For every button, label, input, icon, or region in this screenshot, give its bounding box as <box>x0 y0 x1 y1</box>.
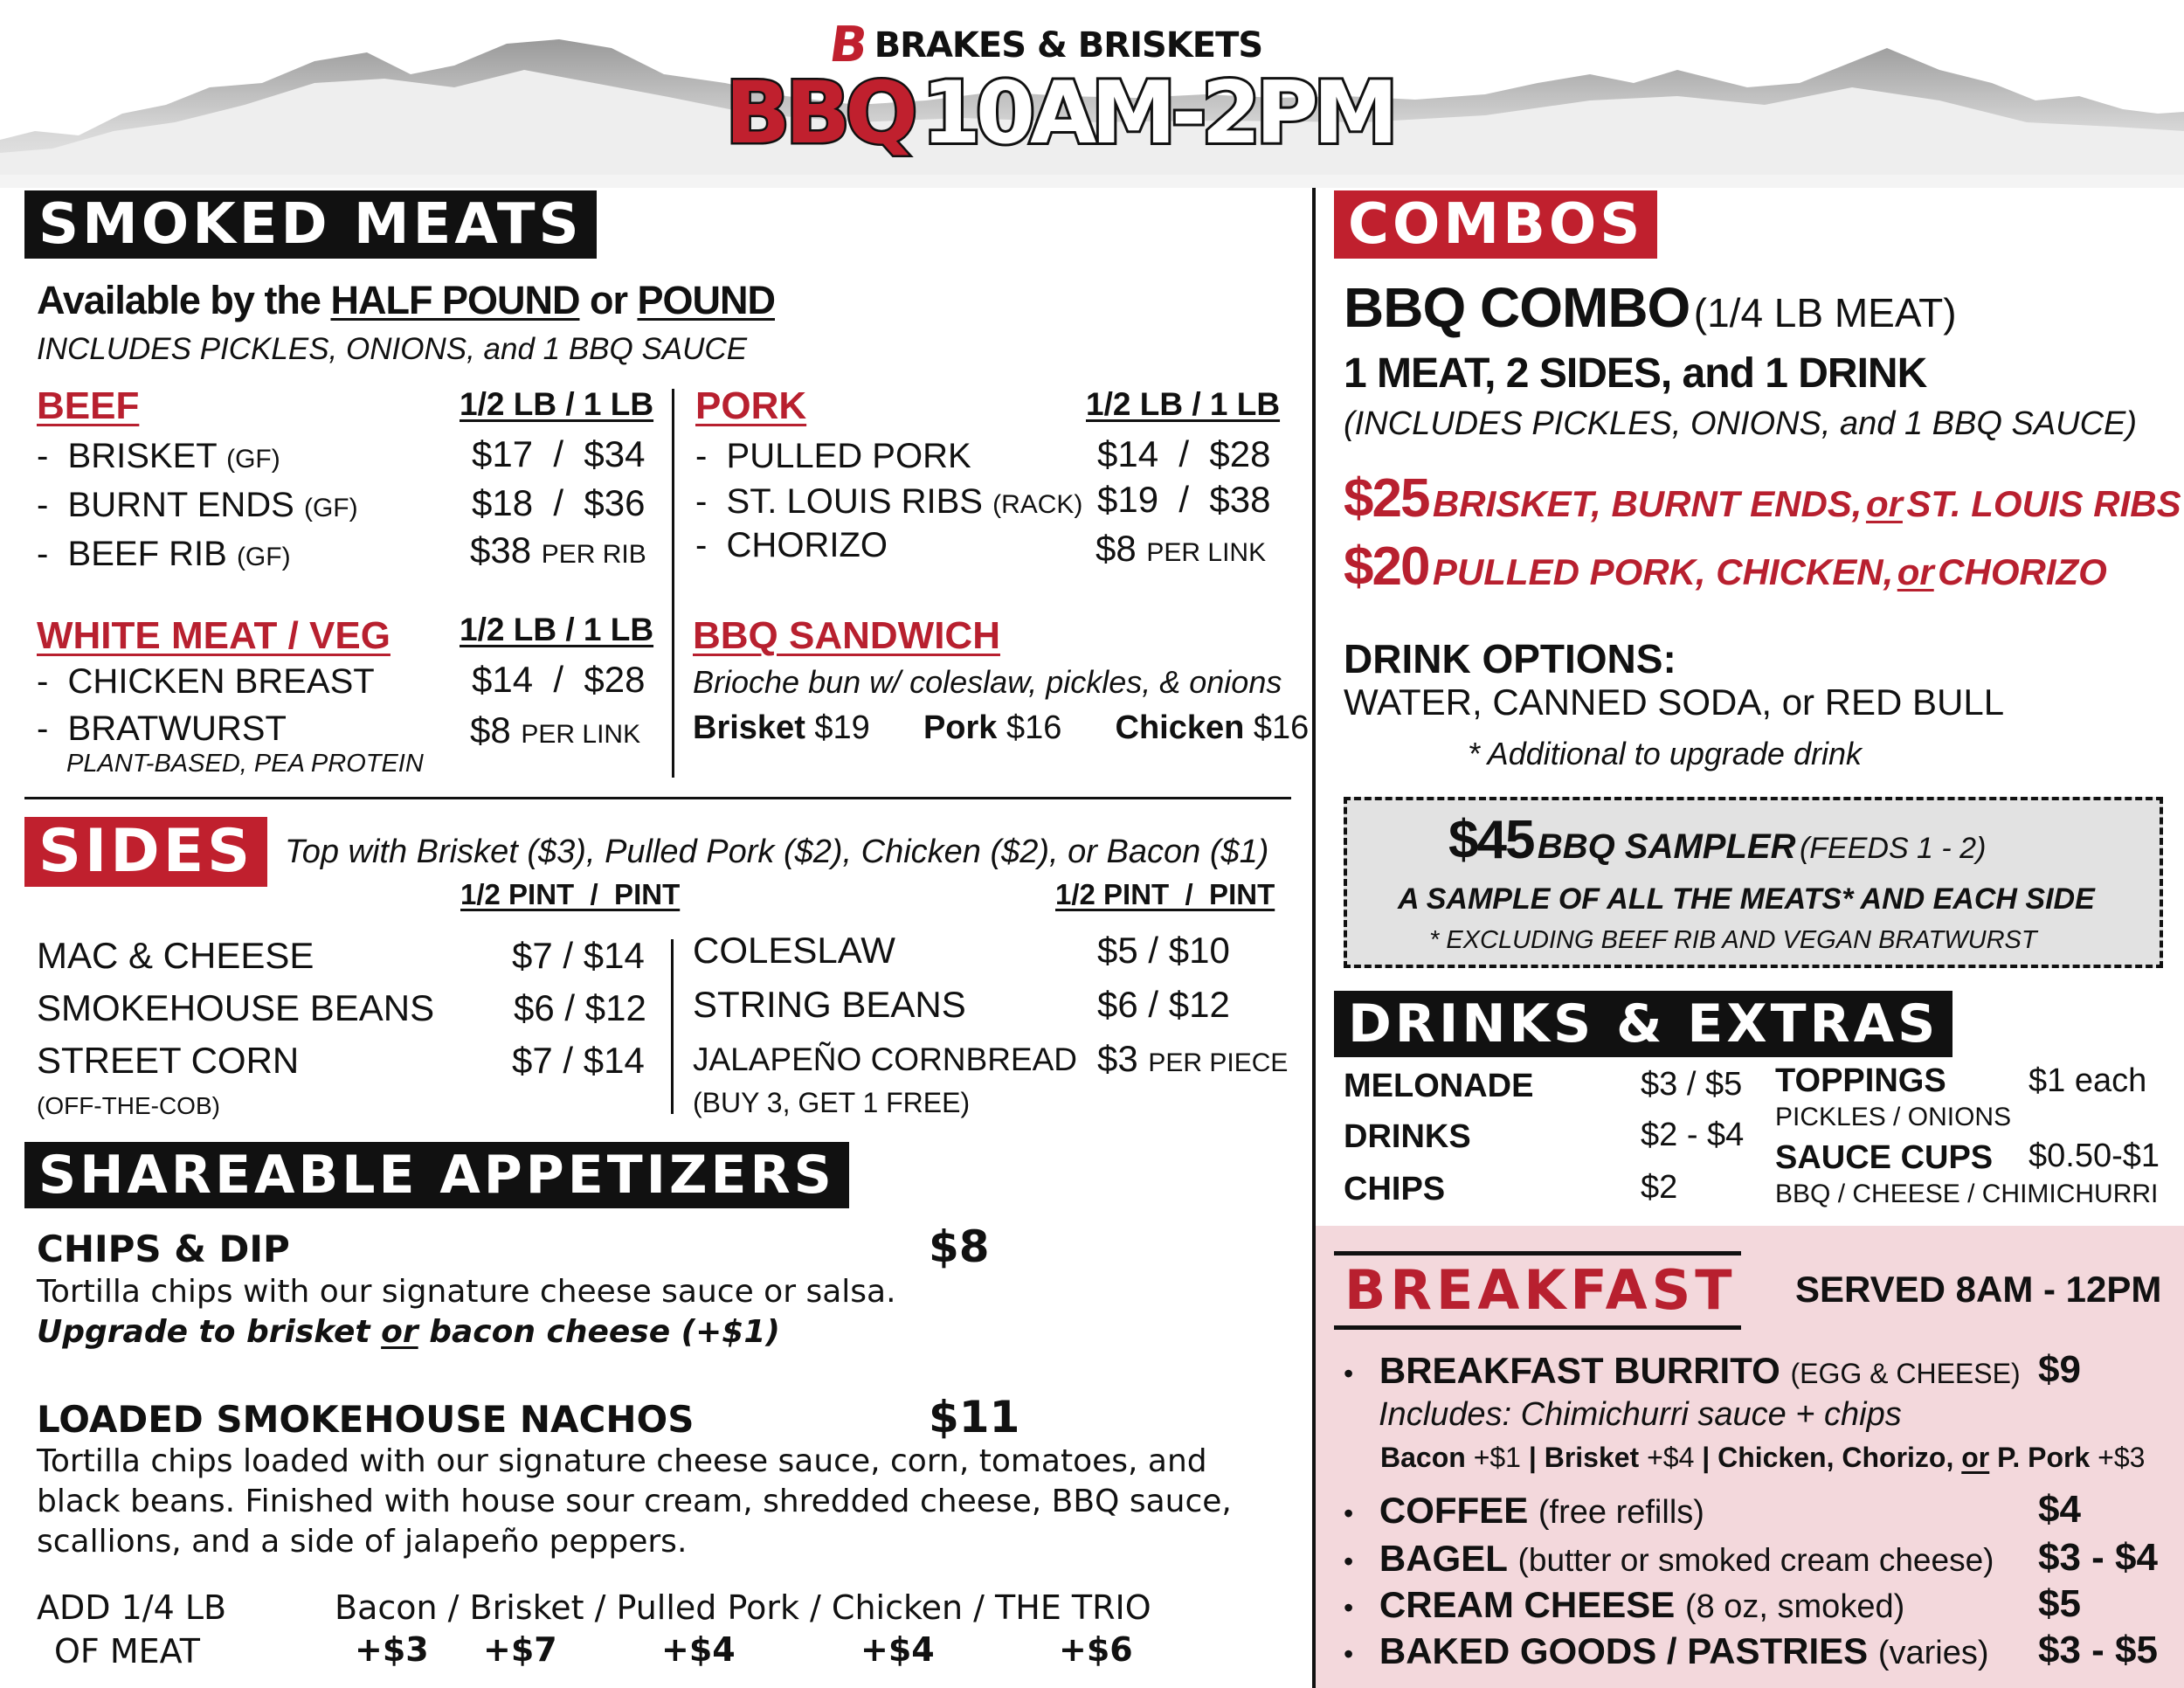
addon-brisket: Brisket <box>1544 1442 1640 1473</box>
add-meat-options: Bacon / Brisket / Pulled Pork / Chicken / THE TRIO <box>335 1588 1151 1627</box>
side-street-corn: STREET CORN <box>37 1040 300 1081</box>
price-smokehouse-beans: $6 / $12 <box>514 987 646 1028</box>
meats-includes-note: INCLUDES PICKLES, ONIONS, and 1 BBQ SAUCE <box>37 332 748 366</box>
item-name: BURNT ENDS <box>67 486 294 524</box>
beef-heading: BEEF <box>37 384 140 427</box>
side-smokehouse-beans: SMOKEHOUSE BEANS <box>37 987 435 1028</box>
drinks-extras-heading: DRINKS & EXTRAS <box>1334 991 1952 1057</box>
price-burrito: $9 <box>2038 1348 2081 1391</box>
side-string-beans: STRING BEANS <box>693 984 966 1025</box>
appetizers-heading: SHAREABLE APPETIZERS <box>24 1142 849 1208</box>
bagel-name: BAGEL <box>1379 1538 1508 1579</box>
side-jalapeno-cornbread: JALAPEÑO CORNBREAD <box>693 1041 1077 1077</box>
side-coleslaw: COLESLAW <box>693 930 895 971</box>
bagel-note: (butter or smoked cream cheese) <box>1517 1542 1994 1578</box>
combo-name: BBQ COMBO <box>1344 276 1690 339</box>
add-meat-price-pulled-pork: +$4 <box>661 1630 736 1669</box>
menu-item-beef-rib: - BEEF RIB (GF) <box>37 535 291 573</box>
availability-line <box>37 278 775 323</box>
brand-b-icon: B <box>826 17 872 73</box>
tier-25-meats-2: ST. LOUIS RIBS <box>1906 483 2181 524</box>
upgrade-text: Upgrade to brisket <box>37 1314 370 1350</box>
item-note: (RACK) <box>992 490 1083 519</box>
sandwich-pork-label: Pork <box>923 709 998 746</box>
item-name: BRATWURST <box>67 709 287 748</box>
combo-tier-25 <box>1344 467 2181 529</box>
street-corn-note: (OFF-THE-COB) <box>37 1092 220 1119</box>
item-note: (GF) <box>303 494 358 522</box>
tier-20-or: or <box>1897 551 1934 592</box>
price-unit: PER LINK <box>1146 538 1267 567</box>
price-pulled-pork: $14 / $28 <box>1097 433 1271 474</box>
bbq-sampler-box <box>1344 797 2163 968</box>
combo-note: (INCLUDES PICKLES, ONIONS, and 1 BBQ SAUCE) <box>1344 405 2138 442</box>
sides-right-size-header: 1/2 PINT / PINT <box>1055 878 1275 910</box>
breakfast-coffee <box>1344 1490 1704 1532</box>
tier-25-price: $25 <box>1344 468 1429 529</box>
tier-20-meats: PULLED PORK, CHICKEN, <box>1432 551 1894 592</box>
price-chicken-breast: $14 / $28 <box>472 659 646 700</box>
addon-or: or <box>1961 1442 1990 1473</box>
add-meat-price-brisket: +$7 <box>483 1630 557 1669</box>
price-sauce-cups: $0.50-$1 <box>2028 1138 2160 1174</box>
tier-25-or: or <box>1865 483 1903 524</box>
addon-chicken-chorizo: Chicken, Chorizo, <box>1717 1442 1954 1473</box>
menu-item-pulled-pork: - PULLED PORK <box>695 437 971 475</box>
bbq-label: BBQ <box>725 64 913 163</box>
add-meat-price-trio: +$6 <box>1059 1630 1133 1669</box>
price-value: $3 <box>1097 1038 1138 1079</box>
chips-dip-description: Tortilla chips with our signature cheese sauce or salsa. <box>37 1274 896 1310</box>
item-name: BRISKET <box>67 437 217 475</box>
sampler-description: A SAMPLE OF ALL THE MEATS* AND EACH SIDE <box>1398 882 2095 916</box>
add-meat-price-chicken: +$4 <box>860 1630 935 1669</box>
burrito-note: (EGG & CHEESE) <box>1790 1358 2021 1389</box>
nachos-description-1: Tortilla chips loaded with our signature cheese sauce, corn, tomatoes, and <box>37 1443 1207 1479</box>
price-burnt-ends: $18 / $36 <box>472 482 646 523</box>
item-note: (GF) <box>226 445 280 474</box>
half-pound-label: HALF POUND <box>330 278 580 322</box>
addon-pork: P. Pork <box>1997 1442 2091 1473</box>
drink-options-list: WATER, CANNED SODA, or RED BULL <box>1344 681 2005 723</box>
cream-cheese-note: (8 oz, smoked) <box>1684 1588 1905 1625</box>
burrito-name: BREAKFAST BURRITO <box>1379 1350 1780 1391</box>
bbq-combo-title <box>1344 275 1957 340</box>
price-coleslaw: $5 / $10 <box>1097 930 1230 971</box>
price-coffee: $4 <box>2038 1488 2081 1531</box>
cream-cheese-name: CREAM CHEESE <box>1379 1584 1676 1625</box>
breakfast-heading <box>1334 1251 1741 1330</box>
sandwich-chicken-label: Chicken <box>1115 709 1245 746</box>
upgrade-or: or <box>381 1314 418 1350</box>
upgrade-text-2: bacon cheese (+$1) <box>429 1314 780 1350</box>
price-unit: PER RIB <box>541 540 646 569</box>
toppings-sub: PICKLES / ONIONS <box>1775 1103 2012 1131</box>
sides-toppings-note: Top with Brisket ($3), Pulled Pork ($2), Chicken ($2), or Bacon ($1) <box>285 834 1269 870</box>
white-meat-heading: WHITE MEAT / VEG <box>37 614 390 657</box>
tier-25-meats: BRISKET, BURNT ENDS, <box>1432 483 1863 524</box>
tier-20-price: $20 <box>1344 536 1429 597</box>
sandwich-description: Brioche bun w/ coleslaw, pickles, & onions <box>693 664 1282 700</box>
bullet: • <box>1344 1592 1354 1623</box>
extra-melonade: MELONADE <box>1344 1068 1534 1104</box>
baked-goods-name: BAKED GOODS / PASTRIES <box>1379 1630 1869 1671</box>
add-meat-label-1: ADD 1/4 LB <box>37 1588 227 1627</box>
sides-divider <box>671 939 674 1114</box>
price-chorizo <box>1095 528 1266 570</box>
sampler-price: $45 <box>1448 810 1534 870</box>
price-string-beans: $6 / $12 <box>1097 984 1230 1025</box>
chips-dip-upgrade <box>37 1314 780 1350</box>
availability-or: or <box>589 278 627 322</box>
burrito-addons: Bacon +$1 | Brisket +$4 | Chicken, Chorizo, or P. Pork +$3 <box>1380 1442 2146 1473</box>
sampler-name: BBQ SAMPLER <box>1537 827 1796 866</box>
coffee-name: COFFEE <box>1379 1490 1529 1531</box>
breakfast-bagel <box>1344 1538 1994 1580</box>
sauce-cups-sub: BBQ / CHEESE / CHIMICHURRI <box>1775 1180 2159 1208</box>
white-size-header: 1/2 LB / 1 LB <box>460 612 654 647</box>
coffee-note: (free refills) <box>1538 1494 1704 1531</box>
extra-toppings: TOPPINGS <box>1775 1062 1946 1099</box>
bullet: • <box>1344 1546 1354 1577</box>
extra-drinks: DRINKS <box>1344 1118 1471 1155</box>
section-divider <box>24 797 1291 799</box>
burrito-includes: Includes: Chimichurri sauce + chips <box>1379 1396 1902 1433</box>
add-meat-price-bacon: +$3 <box>355 1630 429 1669</box>
item-name: CHORIZO <box>726 526 888 564</box>
chips-dip-price: $8 <box>929 1221 990 1272</box>
price-mac-cheese: $7 / $14 <box>512 935 645 976</box>
availability-prefix: Available by the <box>37 278 321 322</box>
sandwich-pork-price: $16 <box>1006 709 1062 746</box>
baked-goods-note: (varies) <box>1877 1635 1989 1671</box>
price-bratwurst <box>470 709 640 751</box>
combo-size: (1/4 LB MEAT) <box>1693 290 1957 336</box>
price-brisket: $17 / $34 <box>472 433 646 474</box>
pound-label: POUND <box>637 278 775 322</box>
breakfast-burrito <box>1344 1350 2021 1392</box>
menu-item-st-louis-ribs: - ST. LOUIS RIBS (RACK) <box>695 482 1083 521</box>
nachos-price: $11 <box>929 1392 1020 1442</box>
extra-chips: CHIPS <box>1344 1171 1446 1207</box>
price-value: $8 <box>470 709 511 751</box>
add-meat-label-2: OF MEAT <box>54 1632 200 1671</box>
menu-item-chicken-breast: - CHICKEN BREAST <box>37 662 375 701</box>
item-name: BEEF RIB <box>67 535 227 573</box>
breakfast-baked-goods <box>1344 1630 1989 1672</box>
bullet: • <box>1344 1638 1354 1670</box>
menu-item-brisket: - BRISKET (GF) <box>37 437 280 475</box>
price-street-corn: $7 / $14 <box>512 1040 645 1081</box>
beef-size-header: 1/2 LB / 1 LB <box>460 386 654 422</box>
price-baked-goods: $3 - $5 <box>2038 1629 2158 1671</box>
sandwich-brisket-price: $19 <box>814 709 870 746</box>
sampler-feeds: (FEEDS 1 - 2) <box>1799 832 1987 865</box>
price-chips: $2 <box>1641 1169 1678 1206</box>
addon-bacon: Bacon <box>1380 1442 1466 1473</box>
pork-heading: PORK <box>695 384 807 427</box>
sandwich-brisket-label: Brisket <box>693 709 805 746</box>
sandwich-chicken-price: $16 <box>1253 709 1310 746</box>
addon-bacon-price: +$1 <box>1473 1442 1521 1473</box>
price-toppings: $1 each <box>2028 1062 2147 1099</box>
nachos-description-2: black beans. Finished with house sour cream, shredded cheese, BBQ sauce, <box>37 1484 1232 1519</box>
bullet: • <box>1344 1498 1354 1529</box>
breakfast-cream-cheese <box>1344 1584 1904 1626</box>
price-beef-rib <box>470 529 646 571</box>
sampler-title-line <box>1448 809 1986 871</box>
chips-dip-name: CHIPS & DIP <box>37 1228 290 1270</box>
bullet: • <box>1344 1358 1354 1389</box>
hours-label: 10AM-2PM <box>921 64 1393 163</box>
pork-size-header: 1/2 LB / 1 LB <box>1086 386 1281 422</box>
smoked-meats-heading: SMOKED MEATS <box>24 190 597 259</box>
sampler-exclusion-note: * EXCLUDING BEEF RIB AND VEGAN BRATWURST <box>1429 926 2037 954</box>
brand-name: BRAKES & BRISKETS <box>874 25 1263 66</box>
breakfast-title: BREAKFAST <box>1344 1258 1737 1322</box>
combo-tier-20 <box>1344 536 2107 598</box>
price-unit: PER LINK <box>521 720 641 749</box>
item-name: CHICKEN BREAST <box>67 662 375 701</box>
price-value: $38 <box>470 529 532 571</box>
nachos-name: LOADED SMOKEHOUSE NACHOS <box>37 1398 695 1441</box>
price-bagel: $3 - $4 <box>2038 1536 2158 1579</box>
drink-upgrade-note: * Additional to upgrade drink <box>1468 736 1862 771</box>
bratwurst-note: PLANT-BASED, PEA PROTEIN <box>66 750 424 778</box>
combos-heading: COMBOS <box>1334 190 1657 259</box>
sandwich-options <box>693 709 1309 747</box>
breakfast-hours: SERVED 8AM - 12PM <box>1795 1269 2162 1310</box>
combo-includes: 1 MEAT, 2 SIDES, and 1 DRINK <box>1344 350 1927 397</box>
price-drinks: $2 - $4 <box>1641 1117 1745 1153</box>
price-melonade: $3 / $5 <box>1641 1066 1743 1103</box>
sides-heading: SIDES <box>24 817 267 887</box>
extra-sauce-cups: SAUCE CUPS <box>1775 1139 1994 1176</box>
bbq-hours-title <box>725 64 1393 163</box>
tier-20-meats-2: CHORIZO <box>1938 551 2107 592</box>
sides-left-size-header: 1/2 PINT / PINT <box>460 878 681 910</box>
menu-item-bratwurst: - BRATWURST <box>37 709 287 748</box>
item-note: (GF) <box>236 543 291 571</box>
price-unit: PER PIECE <box>1148 1048 1289 1077</box>
addon-brisket-price: +$4 <box>1647 1442 1695 1473</box>
price-value: $8 <box>1095 528 1137 569</box>
menu-item-chorizo: - CHORIZO <box>695 526 888 564</box>
cornbread-note: (BUY 3, GET 1 FREE) <box>693 1087 971 1118</box>
menu-item-burnt-ends: - BURNT ENDS (GF) <box>37 486 358 524</box>
price-cream-cheese: $5 <box>2038 1582 2081 1625</box>
nachos-description-3: scallions, and a side of jalapeño peppers. <box>37 1524 688 1560</box>
price-st-louis-ribs: $19 / $38 <box>1097 479 1271 520</box>
drink-options-title: DRINK OPTIONS: <box>1344 636 1676 681</box>
price-cornbread <box>1097 1038 1288 1080</box>
side-mac-cheese: MAC & CHEESE <box>37 935 314 976</box>
addon-pork-price: +$3 <box>2098 1442 2146 1473</box>
item-name: ST. LOUIS RIBS <box>726 482 983 521</box>
item-name: PULLED PORK <box>726 437 971 475</box>
bbq-sandwich-heading: BBQ SANDWICH <box>693 614 1000 657</box>
meats-divider <box>672 389 674 778</box>
